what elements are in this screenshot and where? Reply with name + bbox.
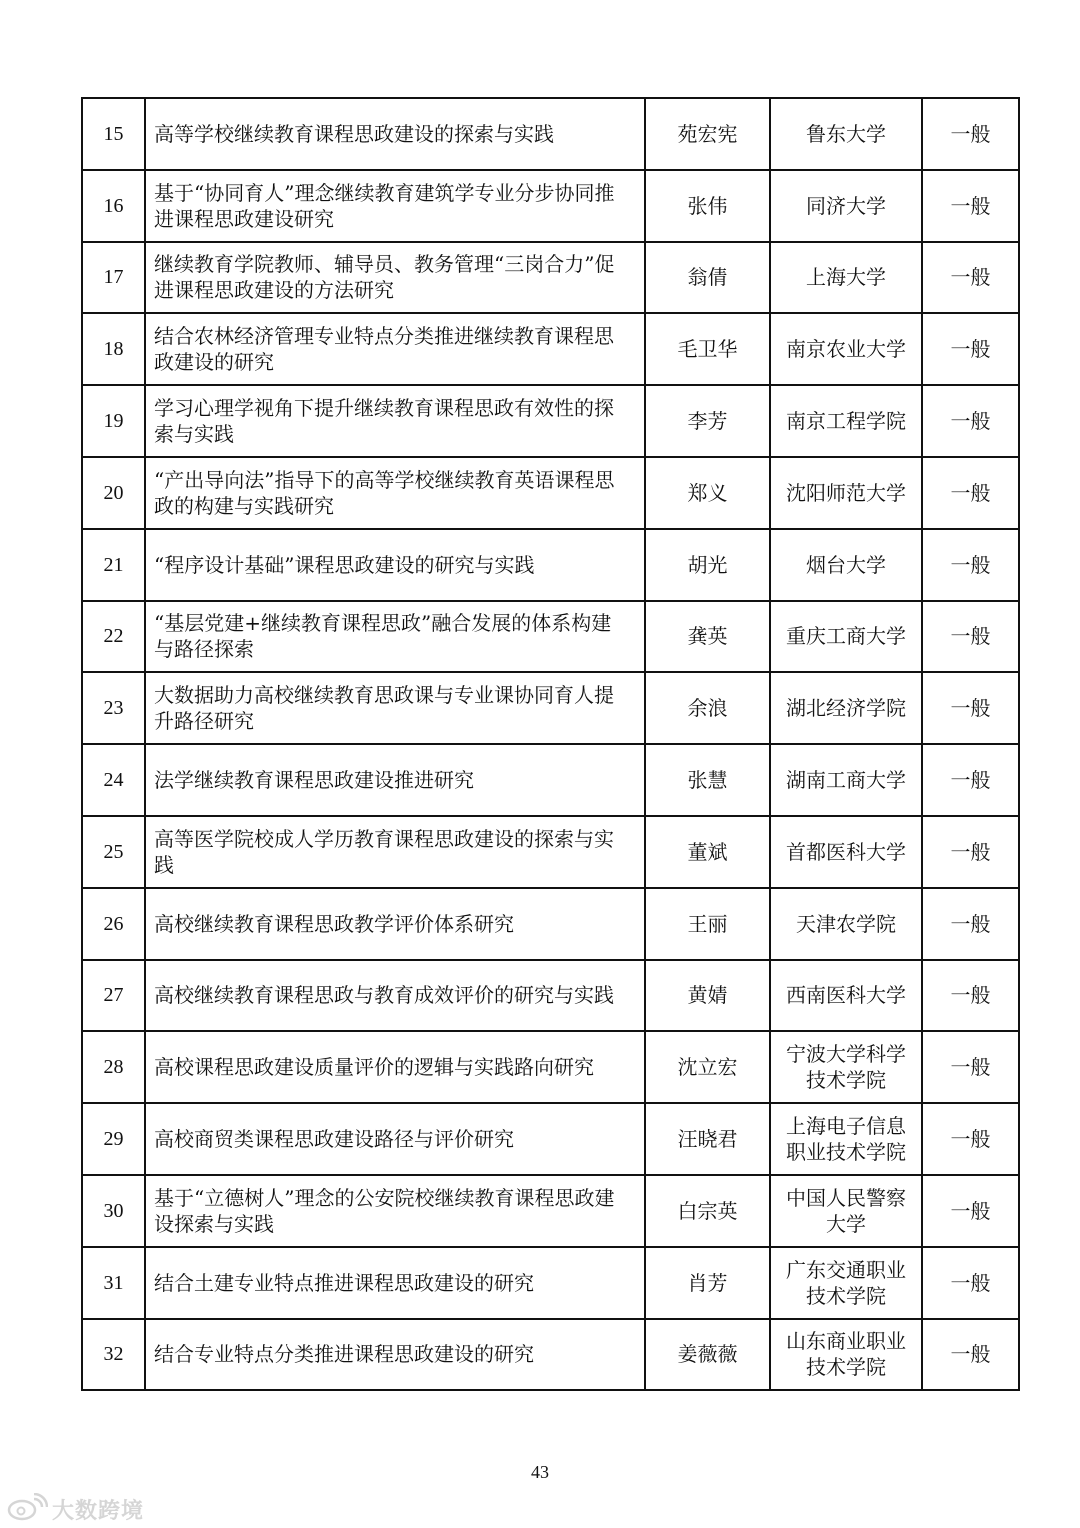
- projects-table: [81, 97, 1020, 1391]
- table-row: [82, 385, 1019, 457]
- institution: 重庆工商大学: [770, 601, 922, 673]
- project-level: 一般: [922, 1175, 1019, 1247]
- project-level: 一般: [922, 170, 1019, 242]
- institution: 上海电子信息职业技术学院: [770, 1103, 922, 1175]
- institution: 首都医科大学: [770, 816, 922, 888]
- row-number: 32: [82, 1319, 145, 1391]
- table-row: [82, 744, 1019, 816]
- row-number: 24: [82, 744, 145, 816]
- row-number: 22: [82, 601, 145, 673]
- institution: 湖北经济学院: [770, 672, 922, 744]
- project-leader: 姜薇薇: [645, 1319, 770, 1391]
- institution: 中国人民警察大学: [770, 1175, 922, 1247]
- projects-table-body: [82, 98, 1019, 1390]
- row-number: 19: [82, 385, 145, 457]
- project-leader: 胡光: [645, 529, 770, 601]
- project-title: 结合农林经济管理专业特点分类推进继续教育课程思政建设的研究: [145, 313, 645, 385]
- institution: 鲁东大学: [770, 98, 922, 170]
- project-title: 结合专业特点分类推进课程思政建设的研究: [145, 1319, 645, 1391]
- project-title: 基于“立德树人”理念的公安院校继续教育课程思政建设探索与实践: [145, 1175, 645, 1247]
- institution: 广东交通职业技术学院: [770, 1247, 922, 1319]
- table-row: [82, 1103, 1019, 1175]
- table-row: [82, 1319, 1019, 1391]
- project-level: 一般: [922, 1031, 1019, 1103]
- row-number: 28: [82, 1031, 145, 1103]
- project-title: 高校继续教育课程思政与教育成效评价的研究与实践: [145, 960, 645, 1032]
- project-title: 高等医学院校成人学历教育课程思政建设的探索与实践: [145, 816, 645, 888]
- project-level: 一般: [922, 1319, 1019, 1391]
- table-row: [82, 960, 1019, 1032]
- institution: 南京农业大学: [770, 313, 922, 385]
- row-number: 16: [82, 170, 145, 242]
- row-number: 20: [82, 457, 145, 529]
- project-leader: 张慧: [645, 744, 770, 816]
- table-row: [82, 672, 1019, 744]
- row-number: 25: [82, 816, 145, 888]
- institution: 南京工程学院: [770, 385, 922, 457]
- project-level: 一般: [922, 1247, 1019, 1319]
- table-row: [82, 1031, 1019, 1103]
- row-number: 23: [82, 672, 145, 744]
- institution: 上海大学: [770, 242, 922, 314]
- project-title: 大数据助力高校继续教育思政课与专业课协同育人提升路径研究: [145, 672, 645, 744]
- project-leader: 翁倩: [645, 242, 770, 314]
- watermark-text: 大数跨境: [52, 1498, 145, 1524]
- watermark: [6, 1493, 144, 1525]
- table-row: [82, 1175, 1019, 1247]
- project-leader: 王丽: [645, 888, 770, 960]
- project-leader: 肖芳: [645, 1247, 770, 1319]
- project-title: “基层党建+继续教育课程思政”融合发展的体系构建与路径探索: [145, 601, 645, 673]
- project-leader: 沈立宏: [645, 1031, 770, 1103]
- project-title: “产出导向法”指导下的高等学校继续教育英语课程思政的构建与实践研究: [145, 457, 645, 529]
- project-leader: 黄婧: [645, 960, 770, 1032]
- project-leader: 苑宏宪: [645, 98, 770, 170]
- project-title: 学习心理学视角下提升继续教育课程思政有效性的探索与实践: [145, 385, 645, 457]
- project-level: 一般: [922, 313, 1019, 385]
- table-row: [82, 529, 1019, 601]
- row-number: 21: [82, 529, 145, 601]
- project-leader: 毛卫华: [645, 313, 770, 385]
- project-title: 高校商贸类课程思政建设路径与评价研究: [145, 1103, 645, 1175]
- institution: 烟台大学: [770, 529, 922, 601]
- table-row: [82, 601, 1019, 673]
- project-leader: 白宗英: [645, 1175, 770, 1247]
- project-title: 高等学校继续教育课程思政建设的探索与实践: [145, 98, 645, 170]
- project-level: 一般: [922, 744, 1019, 816]
- project-level: 一般: [922, 672, 1019, 744]
- project-leader: 郑义: [645, 457, 770, 529]
- project-level: 一般: [922, 888, 1019, 960]
- table-row: [82, 888, 1019, 960]
- row-number: 26: [82, 888, 145, 960]
- institution: 宁波大学科学技术学院: [770, 1031, 922, 1103]
- table-row: [82, 1247, 1019, 1319]
- institution: 天津农学院: [770, 888, 922, 960]
- project-leader: 张伟: [645, 170, 770, 242]
- project-title: 结合土建专业特点推进课程思政建设的研究: [145, 1247, 645, 1319]
- project-level: 一般: [922, 960, 1019, 1032]
- project-leader: 龚英: [645, 601, 770, 673]
- institution: 同济大学: [770, 170, 922, 242]
- table-row: [82, 457, 1019, 529]
- table-row: [82, 816, 1019, 888]
- project-title: 继续教育学院教师、辅导员、教务管理“三岗合力”促进课程思政建设的方法研究: [145, 242, 645, 314]
- project-title: 基于“协同育人”理念继续教育建筑学专业分步协同推进课程思政建设研究: [145, 170, 645, 242]
- table-row: [82, 98, 1019, 170]
- row-number: 31: [82, 1247, 145, 1319]
- project-title: “程序设计基础”课程思政建设的研究与实践: [145, 529, 645, 601]
- row-number: 29: [82, 1103, 145, 1175]
- institution: 沈阳师范大学: [770, 457, 922, 529]
- project-level: 一般: [922, 98, 1019, 170]
- row-number: 30: [82, 1175, 145, 1247]
- project-level: 一般: [922, 242, 1019, 314]
- table-row: [82, 170, 1019, 242]
- row-number: 18: [82, 313, 145, 385]
- project-level: 一般: [922, 1103, 1019, 1175]
- row-number: 17: [82, 242, 145, 314]
- project-leader: 李芳: [645, 385, 770, 457]
- project-level: 一般: [922, 816, 1019, 888]
- weibo-logo-icon: [6, 1493, 48, 1525]
- project-leader: 汪晓君: [645, 1103, 770, 1175]
- project-title: 高校继续教育课程思政教学评价体系研究: [145, 888, 645, 960]
- institution: 西南医科大学: [770, 960, 922, 1032]
- project-level: 一般: [922, 529, 1019, 601]
- project-leader: 董斌: [645, 816, 770, 888]
- project-level: 一般: [922, 385, 1019, 457]
- project-level: 一般: [922, 457, 1019, 529]
- project-leader: 余浪: [645, 672, 770, 744]
- project-title: 法学继续教育课程思政建设推进研究: [145, 744, 645, 816]
- institution: 山东商业职业技术学院: [770, 1319, 922, 1391]
- project-level: 一般: [922, 601, 1019, 673]
- page-number: 43: [531, 1462, 549, 1482]
- institution: 湖南工商大学: [770, 744, 922, 816]
- table-row: [82, 242, 1019, 314]
- row-number: 27: [82, 960, 145, 1032]
- project-title: 高校课程思政建设质量评价的逻辑与实践路向研究: [145, 1031, 645, 1103]
- row-number: 15: [82, 98, 145, 170]
- table-row: [82, 313, 1019, 385]
